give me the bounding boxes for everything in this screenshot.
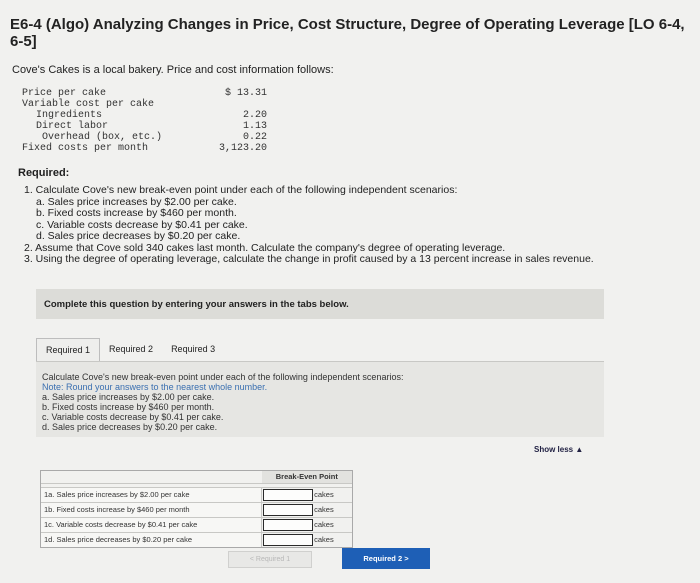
cost-table [22,88,272,154]
instruction-band [36,289,604,319]
table-row [41,532,352,547]
row-unit: cakes [314,490,334,499]
header-blank [41,471,262,483]
cost-label: Overhead (box, etc.) [42,132,163,143]
panel-item: a. Sales price increases by $2.00 per cake. [42,392,215,402]
cost-row [22,99,272,110]
cost-label: Price per cake [22,88,107,99]
row-unit: cakes [314,505,334,514]
requirement-item: 2. Assume that Cove sold 340 cakes last month. Calculate the company's degree of operating leverage. [24,241,506,254]
cost-value: 2.20 [242,110,267,121]
panel-line: Calculate Cove's new break-even point under each of the following independent scenarios: [42,372,404,382]
page-title: E6-4 (Algo) Analyzing Changes in Price, Cost Structure, Degree of Operating Leverage [LO 6-4, 6-5] [10,16,685,50]
row-unit: cakes [314,535,334,544]
requirements-list [24,185,624,266]
tab-required-2[interactable]: Required 2 [100,338,162,362]
panel-item: b. Fixed costs increase by $460 per month. [42,402,215,412]
required-heading: Required: [18,167,70,179]
cost-row [22,110,272,121]
requirement-item: 3. Using the degree of operating leverage, calculate the change in profit caused by a 13 percent increase in sales revenue. [24,253,594,265]
requirement-item: 1. Calculate Cove's new break-even point under each of the following independent scenarios: [24,184,458,196]
cost-row [22,143,272,154]
table-row [41,502,352,517]
table-row [41,517,352,532]
cost-label: Variable cost per cake [22,99,155,110]
break-even-table [40,470,353,548]
tab-required-3[interactable]: Required 3 [162,338,224,362]
cost-row [22,88,272,99]
cost-value: 1.13 [242,121,267,132]
break-even-input-1a[interactable] [263,489,313,501]
panel-item: c. Variable costs decrease by $0.41 per cake. [42,412,224,422]
requirement-subitem: a. Sales price increases by $2.00 per cake. [36,195,237,208]
panel-item: d. Sales price decreases by $0.20 per cake. [42,422,218,432]
break-even-input-1c[interactable] [263,519,313,531]
intro-text: Cove's Cakes is a local bakery. Price and cost information follows: [12,64,334,76]
row-label: 1c. Variable costs decrease by $0.41 per cake [41,518,262,532]
next-button[interactable]: Required 2 > [342,548,430,569]
panel-text [42,372,403,432]
cost-value: 0.22 [242,132,267,143]
header-title: Break-Even Point [262,471,352,483]
row-label: 1a. Sales price increases by $2.00 per cake [41,488,262,502]
previous-button[interactable]: < Required 1 [228,551,312,568]
cost-label: Ingredients [36,110,103,121]
cost-row [22,121,272,132]
row-label: 1b. Fixed costs increase by $460 per month [41,503,262,517]
requirement-subitem: b. Fixed costs increase by $460 per month. [36,207,237,219]
break-even-input-1b[interactable] [263,504,313,516]
tab-bar [36,338,224,362]
row-label: 1d. Sales price decreases by $0.20 per cake [41,533,262,547]
cost-label: Direct labor [36,121,109,132]
cost-row [22,132,272,143]
table-row [41,487,352,502]
row-unit: cakes [314,520,334,529]
show-less-link[interactable]: Show less ▲ [534,445,584,454]
cost-label: Fixed costs per month [22,143,149,154]
cost-value: 3,123.20 [218,143,267,154]
requirement-subitem: d. Sales price decreases by $0.20 per cake. [36,230,241,242]
tab-required-1[interactable]: Required 1 [36,338,100,362]
panel-note: Note: Round your answers to the nearest whole number. [42,382,268,392]
panel-instructions [36,362,604,437]
table-header [41,471,352,483]
cost-value: $ 13.31 [224,88,267,99]
instruction-text: Complete this question by entering your answers in the tabs below. [44,299,349,310]
requirement-subitem: c. Variable costs decrease by $0.41 per cake. [36,218,248,231]
break-even-input-1d[interactable] [263,534,313,546]
